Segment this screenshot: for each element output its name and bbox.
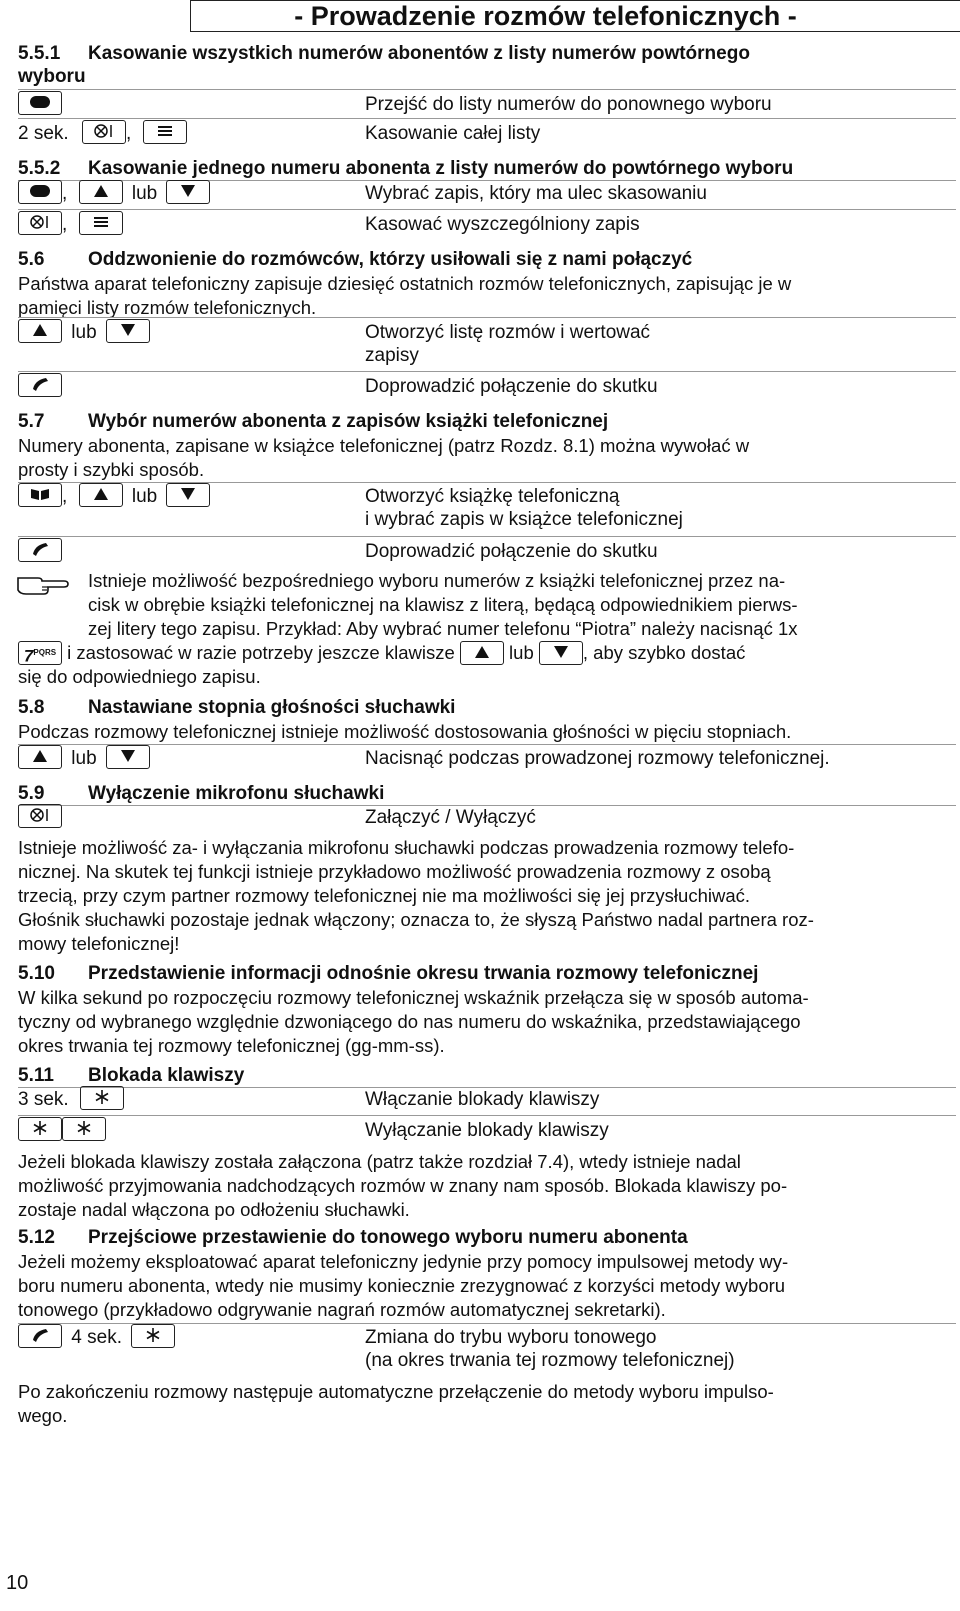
divider [18,744,956,745]
section-heading-5-7: 5.7 Wybór numerów abonenta z zapisów książki telefonicznej [18,411,609,432]
paragraph: Jeżeli możemy eksploatować aparat telefoniczny jedynie przy pomocy impulsowej metody wy- boru numeru abonenta, wtedy nie musimy koniecznie zrezygnować z korzyści metody wyboru tonowego (przykładowo odgrywanie nagrań rozmów automatycznej sekretarki). [18,1251,789,1320]
up-arrow-key-icon [460,641,504,665]
down-arrow-key-icon [166,180,210,204]
divider [18,317,956,318]
star-key-icon [131,1324,175,1348]
down-arrow-key-icon [106,319,150,343]
handset-key-icon [18,1324,62,1348]
up-arrow-key-icon [18,745,62,769]
star-key-icon [18,1117,62,1141]
section-heading-5-9: 5.9 Wyłączenie mikrofonu słuchawki [18,783,385,804]
down-arrow-key-icon [166,483,210,507]
paragraph: Podczas rozmowy telefonicznej istnieje możliwość dostosowania głośności w pięciu stopniach. [18,721,792,742]
mute-key-icon [18,211,62,235]
handset-key-icon [18,373,62,397]
pointing-hand-icon [16,572,72,598]
paragraph: Istnieje możliwość za- i wyłączania mikrofonu słuchawki podczas prowadzenia rozmowy telefo- nicznej. Na skutek tej funkcji istnieje przykładowo możliwość prowadzenia rozmowy z osobą trzecią, przy czym partner rozmowy telefonicznej nie ma możliwości się jej przysłuchiwać. Głośnik słuchawki pozostaje jednak włączony; oznacza to, że słyszą Państwo nadal partnera roz- mowy telefonicznej! [18,837,814,954]
page-number: 10 [6,1572,29,1594]
section-heading-5-10: 5.10 Przedstawienie informacji odnośnie okresu trwania rozmowy telefonicznej [18,963,759,984]
divider [18,118,956,119]
star-key-icon [80,1086,124,1110]
divider [18,209,956,210]
divider [18,371,956,372]
down-arrow-key-icon [539,641,583,665]
menu-key-icon [79,211,123,235]
manual-page: - Prowadzenie rozmów telefonicznych - 5.5.1 Kasowanie wszystkich numerów abonentów z listy numerów powtórnego wyboru Przejść do listy numerów do ponownego wyboru 2 sek. , Kasowanie całej listy 5.5.2 Kasowanie jednego numeru abonenta z listy numerów do powtórnego wyboru , lub Wybrać zapis, który ma ulec skasowaniu , Kasować wyszczególniony zapis 5.6 Oddzwonienie do rozmówców, którzy usiłowali się z nami połączyć Państwa aparat telefoniczny zapisuje dziesięć ostatnich rozmów telefonicznych, zapisując je w pamięci listy rozmów telefonicznych. lub Otworzyć listę rozmów i wertować zapisy Doprowadzić połączenie do skutku 5.7 Wybór numerów abonenta z zapisów książki telefonicznej Numery abonenta, zapisane w książce telefonicznej (patrz Rozdz. 8.1) można wywołać w prosty i szybki sposób. , lub Otworzyć książkę telefoniczną i wybrać zapis w książce telefonicznej Doprowadzić połączenie do skutku Istnieje możliwość bezpośredniego wyboru numerów z książki telefonicznej przez na- cisk w obrębie książki telefonicznej na klawisz z literą, będącą odpowiednikiem pierws- zej litery tego zapisu. Przykład: Aby wybrać numer telefonu “Piotra” należy nacisnąć 1x $7^{PQRS}$ i zastosować w razie potrzeby jeszcze klawisze lub , aby szybko dostać się do odpowiedniego zapisu. 5.8 Nastawiane stopnia głośności słuchawki Podczas rozmowy telefonicznej istnieje możliwość dostosowania głośności w pięciu stopniach. lub Nacisnąć podczas prowadzonej rozmowy telefonicznej. 5.9 Wyłączenie mikrofonu słuchawki Załączyć / Wyłączyć Istnieje możliwość za- i wyłączania mikrofonu słuchawki podczas prowadzenia rozmowy telefo- nicznej. Na skutek tej funkcji istnieje przykładowo możliwość prowadzenia rozmowy z osobą trzecią, przy czym partner rozmowy telefonicznej nie ma możliwości się jej przysłuchiwać. Głośnik słuchawki pozostaje jednak włączony; oznacza to, że słyszą Państwo nadal partnera roz- mowy telefonicznej! 5.10 Przedstawienie informacji odnośnie okresu trwania rozmowy telefonicznej W kilka sekund po rozpoczęciu rozmowy telefonicznej wskaźnik przełącza się w sposób automa- tyczny od wybranego względnie dzwoniącego do nas numeru do wskaźnika, przedstawiającego okres trwania tej rozmowy telefonicznej (gg-mm-ss). 5.11 Blokada klawiszy 3 sek. Włączanie blokady klawiszy Wyłączanie blokady klawiszy Jeżeli blokada klawiszy została załączona (patrz także rozdział 7.4), wtedy istnieje nadal możliwość przyjmowania nadchodzących rozmów w znany nam sposób. Blokada klawiszy po- zostaje nadal włączona po odłożeniu słuchawki. 5.12 Przejściowe przestawienie do tonowego wyboru numeru abonenta Jeżeli możemy eksploatować aparat telefoniczny jedynie przy pomocy impulsowej metody wy- boru numeru abonenta, wtedy nie musimy koniecznie zrezygnować z korzyści metody wyboru tonowego (przykładowo odgrywanie nagrań rozmów automatycznej sekretarki). 4 sek. Zmiana do trybu wyboru tonowego (na okres trwania tej rozmowy telefonicznej) Po zakończeniu rozmowy następuje automatyczne przełączenie do metody wyboru impulso- wego. 10 [0,0,960,1611]
divider [18,536,956,537]
paragraph: Numery abonenta, zapisane w książce telefonicznej (patrz Rozdz. 8.1) można wywołać w prosty i szybki sposób. [18,435,750,480]
menu-key-icon [143,120,187,144]
section-heading-5-11: 5.11 Blokada klawiszy [18,1065,245,1086]
divider [18,1115,956,1116]
star-key-icon [62,1117,106,1141]
redial-key-icon [18,180,62,204]
page-header: - Prowadzenie rozmów telefonicznych - [190,0,960,32]
up-arrow-key-icon [18,319,62,343]
redial-key-icon [18,91,62,115]
note-paragraph-continued: $7^{PQRS}$ i zastosować w razie potrzeby jeszcze klawisze lub , aby szybko dostać się do odpowiedniego zapisu. [18,642,746,687]
section-heading-5-12: 5.12 Przejściowe przestawienie do tonowego wyboru numeru abonenta [18,1227,688,1248]
paragraph: Po zakończeniu rozmowy następuje automatyczne przełączenie do metody wyboru impulso- wego. [18,1381,774,1426]
down-arrow-key-icon [106,745,150,769]
paragraph: W kilka sekund po rozpoczęciu rozmowy telefonicznej wskaźnik przełącza się w sposób automa- tyczny od wybranego względnie dzwoniącego do nas numeru do wskaźnika, przedstawiającego okres trwania tej rozmowy telefonicznej (gg-mm-ss). [18,987,809,1056]
phonebook-key-icon [18,483,62,507]
mute-key-icon [82,120,126,144]
divider [18,89,956,90]
divider [18,482,956,483]
section-heading-5-8: 5.8 Nastawiane stopnia głośności słuchawki [18,697,456,718]
up-arrow-key-icon [79,180,123,204]
paragraph: Jeżeli blokada klawiszy została załączona (patrz także rozdział 7.4), wtedy istnieje nadal możliwość przyjmowania nadchodzących rozmów w znany nam sposób. Blokada klawiszy po- zostaje nadal włączona po odłożeniu słuchawki. [18,1151,788,1220]
mute-key-icon [18,804,62,828]
paragraph: Państwa aparat telefoniczny zapisuje dziesięć ostatnich rozmów telefonicznych, zapisując je w pamięci listy rozmów telefonicznych. [18,273,792,318]
divider [18,180,956,181]
handset-key-icon [18,538,62,562]
section-heading-5-5-1: 5.5.1 Kasowanie wszystkich numerów abonentów z listy numerów powtórnego wyboru [18,43,750,87]
key-7-icon: $7^{PQRS}$ [18,641,62,665]
section-heading-5-5-2: 5.5.2 Kasowanie jednego numeru abonenta z listy numerów do powtórnego wyboru [18,158,794,179]
up-arrow-key-icon [79,483,123,507]
note-paragraph: Istnieje możliwość bezpośredniego wyboru numerów z książki telefonicznej przez na- cisk w obrębie książki telefonicznej na klawisz z literą, będącą odpowiednikiem pierws- zej litery tego zapisu. Przykład: Aby wybrać numer telefonu “Piotra” należy nacisnąć 1x [88,570,798,639]
section-heading-5-6: 5.6 Oddzwonienie do rozmówców, którzy usiłowali się z nami połączyć [18,249,693,270]
